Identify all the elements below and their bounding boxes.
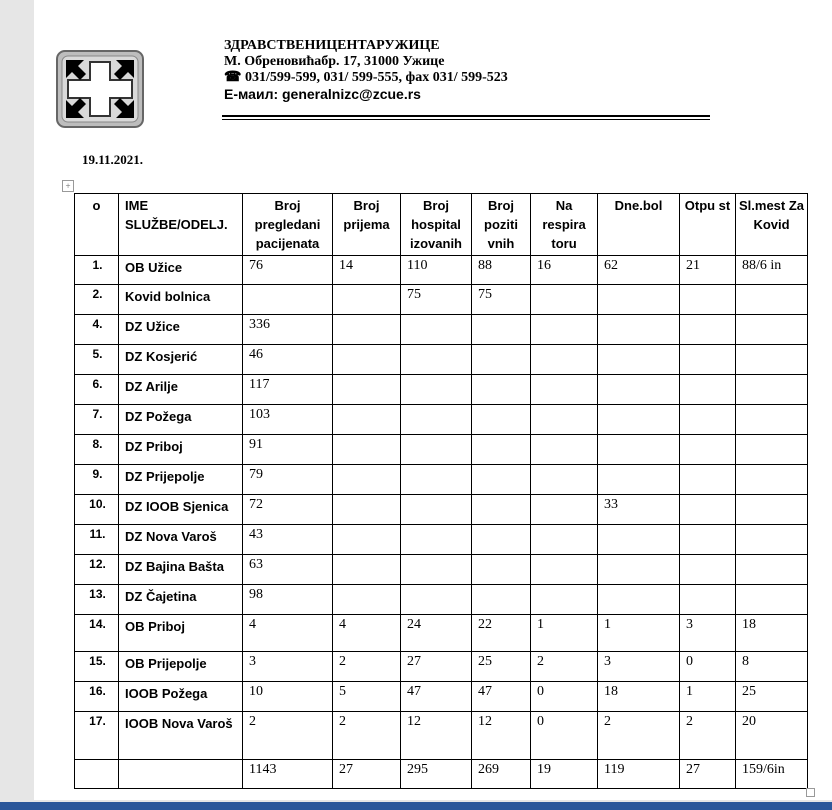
document-page: [34, 0, 832, 800]
cell-respirator: [531, 555, 598, 585]
phone-fax: ☎ 031/599-599, 031/ 599-555, фах 031/ 599-523: [224, 70, 508, 85]
cell-slmest: 20: [736, 712, 808, 760]
cell-otpust: [680, 315, 736, 345]
total-num: [75, 760, 119, 789]
cell-prijema: [333, 315, 401, 345]
table-row: [75, 495, 808, 525]
cell-otpust: [680, 375, 736, 405]
cell-respirator: [531, 315, 598, 345]
cell-pregledi: 336: [243, 315, 333, 345]
cell-hospital: 75: [401, 285, 472, 315]
cell-otpust: 1: [680, 682, 736, 712]
cell-num: 7.: [75, 405, 119, 435]
cell-hospital: [401, 555, 472, 585]
table-row: [75, 652, 808, 682]
cell-hospital: [401, 405, 472, 435]
cell-respirator: [531, 285, 598, 315]
cell-slmest: [736, 435, 808, 465]
cell-pozitivni: 47: [472, 682, 531, 712]
cell-otpust: [680, 585, 736, 615]
cell-respirator: [531, 435, 598, 465]
health-center-logo: [56, 50, 144, 128]
cell-prijema: [333, 285, 401, 315]
cell-pregledi: 2: [243, 712, 333, 760]
table-row: [75, 315, 808, 345]
report-date: 19.11.2021.: [82, 152, 144, 167]
cell-pregledi: 4: [243, 615, 333, 652]
cell-pozitivni: [472, 375, 531, 405]
cell-num: 12.: [75, 555, 119, 585]
cell-pozitivni: [472, 345, 531, 375]
cell-slmest: [736, 345, 808, 375]
cell-hospital: 24: [401, 615, 472, 652]
cell-dnebol: [598, 375, 680, 405]
cell-dnebol: [598, 405, 680, 435]
table-row: [75, 256, 808, 285]
cell-pregledi: 63: [243, 555, 333, 585]
table-row: [75, 712, 808, 760]
cell-dnebol: 2: [598, 712, 680, 760]
cell-respirator: 2: [531, 652, 598, 682]
table-row: [75, 435, 808, 465]
cell-num: 10.: [75, 495, 119, 525]
table-row: [75, 525, 808, 555]
table-row: [75, 375, 808, 405]
cell-dnebol: 62: [598, 256, 680, 285]
status-bar: [0, 802, 832, 810]
cell-otpust: [680, 495, 736, 525]
total-pozitivni: 269: [472, 760, 531, 789]
cell-name: DZ Čajetina: [119, 585, 243, 615]
col-header-hospital: Broj hospital izovanih: [401, 194, 472, 256]
cell-otpust: [680, 435, 736, 465]
total-pregledi: 1143: [243, 760, 333, 789]
total-dnebol: 119: [598, 760, 680, 789]
cell-dnebol: [598, 315, 680, 345]
cell-pregledi: 72: [243, 495, 333, 525]
cell-otpust: 2: [680, 712, 736, 760]
table-resize-handle[interactable]: [806, 788, 815, 797]
cell-pregledi: 46: [243, 345, 333, 375]
cell-slmest: [736, 315, 808, 345]
cell-respirator: [531, 525, 598, 555]
cell-pregledi: 98: [243, 585, 333, 615]
report-table: [74, 193, 808, 789]
cell-dnebol: [598, 285, 680, 315]
cell-pregledi: [243, 285, 333, 315]
cell-num: 1.: [75, 256, 119, 285]
cell-hospital: 12: [401, 712, 472, 760]
cell-num: 17.: [75, 712, 119, 760]
cell-hospital: [401, 345, 472, 375]
cell-name: OB Priboj: [119, 615, 243, 652]
cell-respirator: 0: [531, 712, 598, 760]
cell-name: DZ Kosjerić: [119, 345, 243, 375]
cell-respirator: [531, 465, 598, 495]
cell-prijema: [333, 375, 401, 405]
cell-pozitivni: [472, 525, 531, 555]
cell-hospital: [401, 495, 472, 525]
totals-row: [75, 760, 808, 789]
cell-prijema: 2: [333, 712, 401, 760]
cell-pregledi: 91: [243, 435, 333, 465]
cell-slmest: [736, 585, 808, 615]
cell-pozitivni: 12: [472, 712, 531, 760]
organization-name: ЗДРАВСТВЕНИЦЕНТАРУЖИЦЕ: [224, 38, 440, 53]
cell-num: 13.: [75, 585, 119, 615]
cell-otpust: [680, 285, 736, 315]
cell-slmest: [736, 405, 808, 435]
cell-otpust: [680, 525, 736, 555]
cell-hospital: [401, 465, 472, 495]
cell-num: 8.: [75, 435, 119, 465]
cell-hospital: 110: [401, 256, 472, 285]
cell-name: DZ Nova Varoš: [119, 525, 243, 555]
cell-respirator: [531, 585, 598, 615]
cell-hospital: [401, 585, 472, 615]
table-move-handle[interactable]: +: [62, 180, 74, 192]
cell-dnebol: [598, 525, 680, 555]
cell-pregledi: 3: [243, 652, 333, 682]
cell-hospital: [401, 525, 472, 555]
header-rule-thin: [222, 119, 710, 120]
cell-pozitivni: 88: [472, 256, 531, 285]
cell-num: 9.: [75, 465, 119, 495]
cell-num: 16.: [75, 682, 119, 712]
cell-respirator: 1: [531, 615, 598, 652]
cell-slmest: [736, 375, 808, 405]
cell-pregledi: 10: [243, 682, 333, 712]
cell-name: IOOB Požega: [119, 682, 243, 712]
total-otpust: 27: [680, 760, 736, 789]
table-row: [75, 285, 808, 315]
total-respirator: 19: [531, 760, 598, 789]
cell-pregledi: 103: [243, 405, 333, 435]
cell-prijema: [333, 495, 401, 525]
cell-slmest: [736, 465, 808, 495]
cell-name: Kovid bolnica: [119, 285, 243, 315]
cell-name: DZ Arilje: [119, 375, 243, 405]
cell-hospital: [401, 435, 472, 465]
letterhead: [224, 38, 724, 102]
cell-prijema: [333, 435, 401, 465]
cell-name: DZ Priboj: [119, 435, 243, 465]
total-slmest: 159/6in: [736, 760, 808, 789]
cell-name: DZ IOOB Sjenica: [119, 495, 243, 525]
cell-dnebol: [598, 555, 680, 585]
cell-num: 11.: [75, 525, 119, 555]
cell-dnebol: 1: [598, 615, 680, 652]
cell-slmest: 88/6 in: [736, 256, 808, 285]
cell-prijema: [333, 345, 401, 375]
cell-name: OB Užice: [119, 256, 243, 285]
cell-name: DZ Požega: [119, 405, 243, 435]
address: М. Обреновићабр. 17, 31000 Ужице: [224, 54, 445, 69]
cell-otpust: [680, 555, 736, 585]
cell-dnebol: 3: [598, 652, 680, 682]
cell-pozitivni: [472, 555, 531, 585]
cell-otpust: 21: [680, 256, 736, 285]
cell-pregledi: 43: [243, 525, 333, 555]
header-rule: [222, 115, 710, 117]
col-header-otpust: Otpu st: [680, 194, 736, 256]
cell-num: 14.: [75, 615, 119, 652]
table-row: [75, 555, 808, 585]
cell-pozitivni: [472, 435, 531, 465]
cell-num: 4.: [75, 315, 119, 345]
cell-slmest: 25: [736, 682, 808, 712]
col-header-dnebol: Dne.bol: [598, 194, 680, 256]
cell-pozitivni: 75: [472, 285, 531, 315]
cell-prijema: 14: [333, 256, 401, 285]
cell-otpust: 3: [680, 615, 736, 652]
cell-prijema: [333, 585, 401, 615]
cell-hospital: [401, 375, 472, 405]
cell-slmest: [736, 495, 808, 525]
cell-pozitivni: [472, 465, 531, 495]
cell-num: 5.: [75, 345, 119, 375]
col-header-pregledi: Broj pregledani pacijenata: [243, 194, 333, 256]
cell-dnebol: [598, 585, 680, 615]
cell-dnebol: [598, 345, 680, 375]
cell-hospital: 27: [401, 652, 472, 682]
col-header-name: IME SLUŽBE/ODELJ.: [119, 194, 243, 256]
cell-prijema: [333, 465, 401, 495]
cell-pozitivni: 22: [472, 615, 531, 652]
cell-dnebol: 33: [598, 495, 680, 525]
cell-hospital: 47: [401, 682, 472, 712]
cell-respirator: [531, 405, 598, 435]
table-row: [75, 345, 808, 375]
table-row: [75, 682, 808, 712]
header-row: [75, 194, 808, 256]
cell-name: OB Prijepolje: [119, 652, 243, 682]
cell-slmest: [736, 285, 808, 315]
cell-slmest: [736, 525, 808, 555]
cell-respirator: 0: [531, 682, 598, 712]
cell-slmest: 8: [736, 652, 808, 682]
cell-pozitivni: [472, 495, 531, 525]
cell-dnebol: [598, 435, 680, 465]
cell-slmest: 18: [736, 615, 808, 652]
cell-otpust: [680, 465, 736, 495]
cell-pregledi: 76: [243, 256, 333, 285]
cell-name: DZ Prijepolje: [119, 465, 243, 495]
total-prijema: 27: [333, 760, 401, 789]
cell-otpust: [680, 345, 736, 375]
cell-prijema: [333, 405, 401, 435]
cell-prijema: [333, 525, 401, 555]
cell-dnebol: 18: [598, 682, 680, 712]
cell-hospital: [401, 315, 472, 345]
cell-name: IOOB Nova Varoš: [119, 712, 243, 760]
total-hospital: 295: [401, 760, 472, 789]
table-row: [75, 585, 808, 615]
cell-pregledi: 79: [243, 465, 333, 495]
cell-respirator: [531, 375, 598, 405]
cell-prijema: 5: [333, 682, 401, 712]
cell-respirator: 16: [531, 256, 598, 285]
cell-prijema: 2: [333, 652, 401, 682]
col-header-pozitivni: Broj poziti vnih: [472, 194, 531, 256]
cell-otpust: 0: [680, 652, 736, 682]
cell-otpust: [680, 405, 736, 435]
total-name: [119, 760, 243, 789]
table-row: [75, 615, 808, 652]
cell-name: DZ Užice: [119, 315, 243, 345]
cell-pozitivni: [472, 405, 531, 435]
cell-prijema: [333, 555, 401, 585]
table-row: [75, 465, 808, 495]
email: E-маил: generalnizc@zcue.rs: [224, 86, 421, 102]
col-header-slmest: Sl.mest Za Kovid: [736, 194, 808, 256]
cell-pozitivni: [472, 585, 531, 615]
cell-slmest: [736, 555, 808, 585]
col-header-respirator: Na respira toru: [531, 194, 598, 256]
cell-respirator: [531, 345, 598, 375]
cell-pregledi: 117: [243, 375, 333, 405]
cell-dnebol: [598, 465, 680, 495]
col-header-num: o: [75, 194, 119, 256]
cell-name: DZ Bajina Bašta: [119, 555, 243, 585]
cell-pozitivni: 25: [472, 652, 531, 682]
cell-num: 2.: [75, 285, 119, 315]
table-row: [75, 405, 808, 435]
cell-pozitivni: [472, 315, 531, 345]
cell-prijema: 4: [333, 615, 401, 652]
col-header-prijema: Broj prijema: [333, 194, 401, 256]
cell-respirator: [531, 495, 598, 525]
cell-num: 6.: [75, 375, 119, 405]
cell-num: 15.: [75, 652, 119, 682]
